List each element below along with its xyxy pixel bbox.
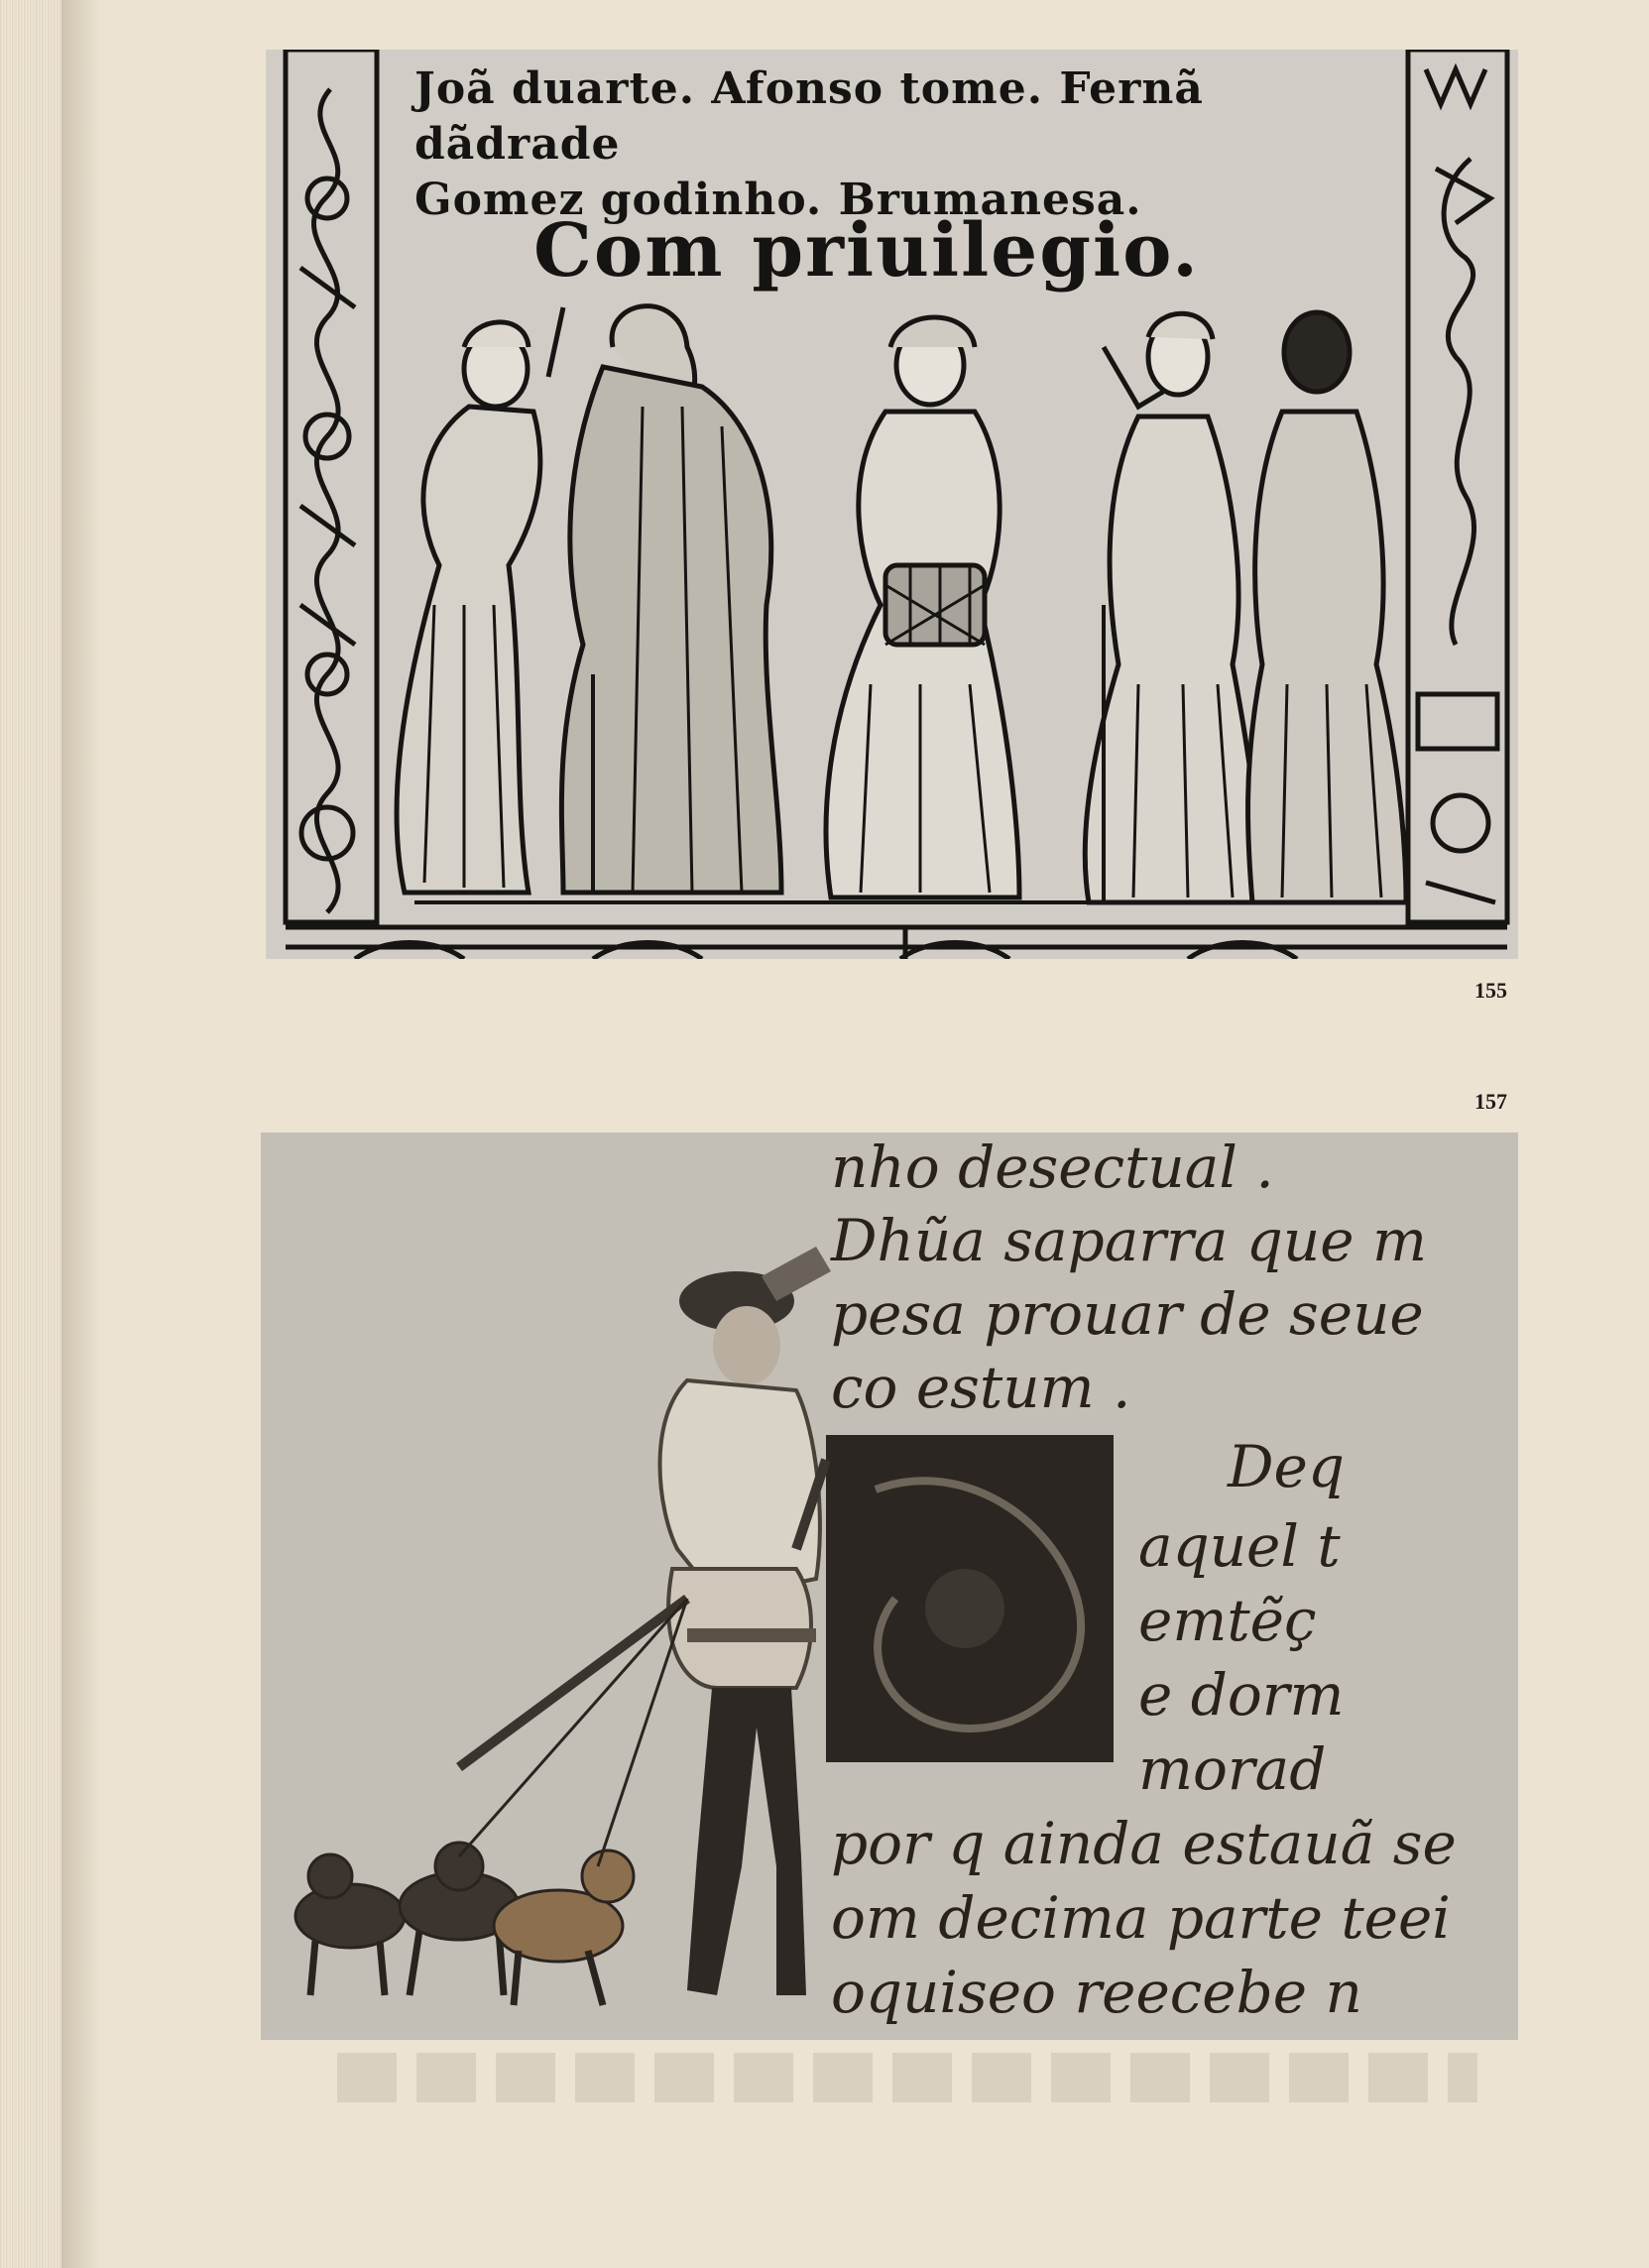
leashed-dogs xyxy=(295,1599,687,2005)
woodcut-line: Joã duarte. Afonso tome. Fernã dãdrade xyxy=(414,63,1204,170)
woodcut-title-text xyxy=(414,61,1416,228)
illuminated-initial-box xyxy=(826,1435,1114,1762)
gutter-shadow xyxy=(61,0,101,2268)
manuscript-line: co estum . xyxy=(831,1354,1131,1421)
manuscript-line: e dorm xyxy=(1138,1661,1345,1729)
right-ornamental-border xyxy=(1408,50,1507,922)
left-ornamental-border xyxy=(286,50,377,922)
manuscript-line: nho desectual . xyxy=(831,1134,1274,1201)
bottom-ornamental-border xyxy=(286,927,1507,959)
manuscript-line: emtẽç xyxy=(1138,1587,1317,1654)
manuscript-line: Dhũa saparra que m xyxy=(831,1207,1427,1274)
figure-155-woodcut xyxy=(266,50,1518,959)
woodcut-figures xyxy=(397,306,1406,902)
manuscript-line: aquel t xyxy=(1138,1512,1341,1580)
show-through-offset xyxy=(337,2053,1477,2102)
figure-woman-raising-hand xyxy=(1085,313,1258,902)
manuscript-line: oquiseo reecebe n xyxy=(831,1959,1362,2026)
figure-man-pointing xyxy=(397,307,563,893)
manuscript-line: om decima parte teei xyxy=(831,1884,1451,1952)
manuscript-line: morad xyxy=(1138,1735,1327,1803)
figure-157-manuscript xyxy=(261,1133,1518,2040)
manuscript-line: por q ainda estauã se xyxy=(831,1810,1457,1877)
manuscript-line: Deq xyxy=(1228,1433,1345,1500)
manuscript-line: pesa prouar de seue xyxy=(831,1280,1424,1348)
hunter-with-horn xyxy=(459,1247,831,1995)
page-edge-stack xyxy=(0,0,61,2268)
figure-number: 155 xyxy=(1474,978,1507,1003)
figure-dark-haired-woman xyxy=(1248,312,1406,902)
woodcut-line: Gomez godinho. Brumanesa. xyxy=(414,175,1142,225)
figure-number: 157 xyxy=(1474,1089,1507,1114)
figure-hooded-elder xyxy=(561,306,781,893)
figure-woman-with-basket xyxy=(826,317,1019,897)
privilege-heading: Com priuilegio. xyxy=(533,208,1200,294)
